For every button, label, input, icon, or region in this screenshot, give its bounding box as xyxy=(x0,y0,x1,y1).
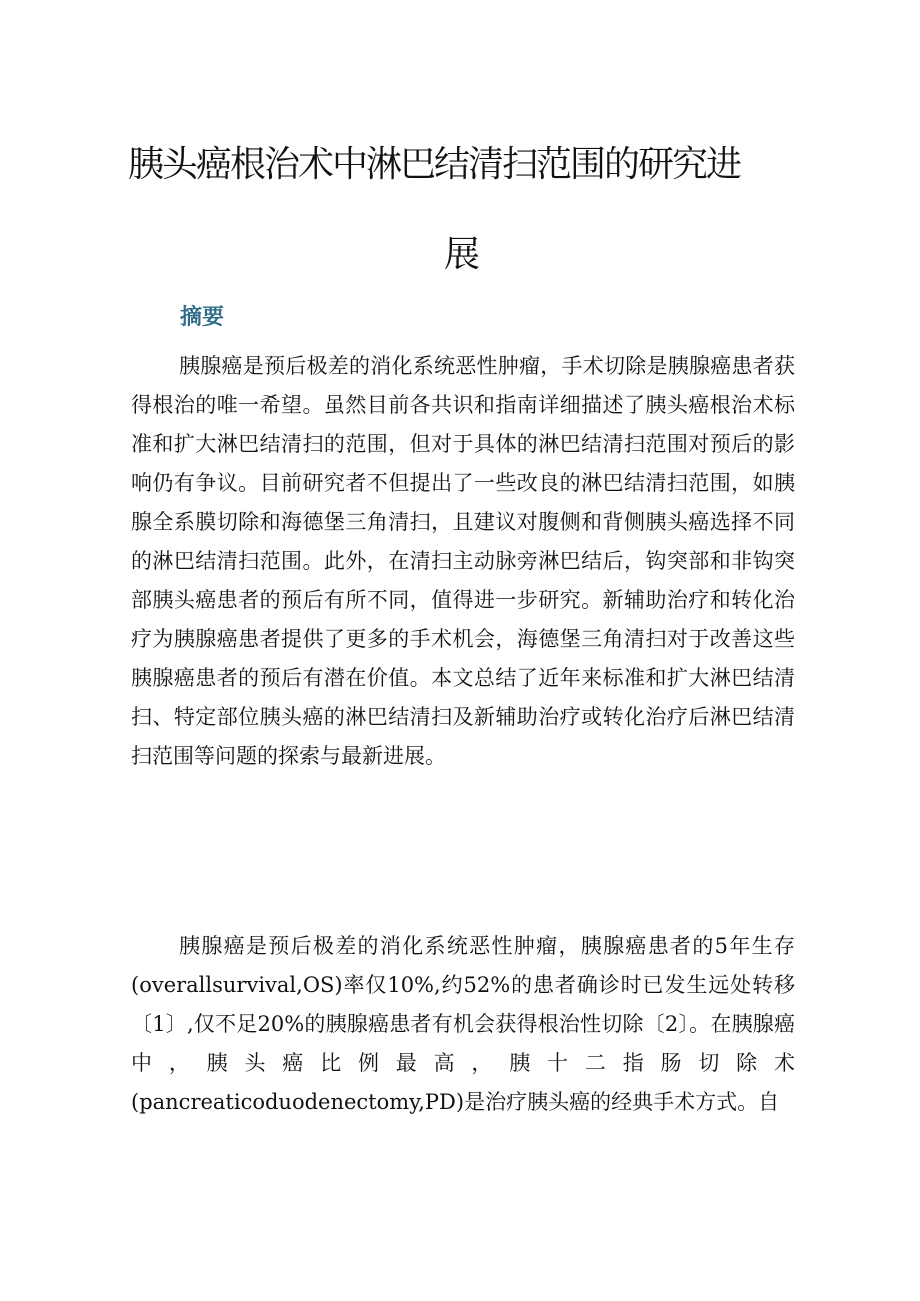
intro-paragraph: 胰腺癌是预后极差的消化系统恶性肿瘤，胰腺癌患者的5年生存(overallsurvival,OS)率仅10%,约52%的患者确诊时已发生远处转移〔1〕,仅不足20%的胰腺癌患者有机会获得根治性切除〔2〕。在胰腺癌中，胰头癌比例最高，胰十二指肠切除术(pancreaticoduodenectomy,PD)是治疗胰头癌的经典手术方式。自 xyxy=(131,934,795,1114)
abstract-heading: 摘要 xyxy=(180,305,225,330)
document-title-line-1: 胰头癌根治术中淋巴结清扫范围的研究进 xyxy=(128,144,741,185)
abstract-paragraph: 胰腺癌是预后极差的消化系统恶性肿瘤，手术切除是胰腺癌患者获得根治的唯一希望。虽然目前各共识和指南详细描述了胰头癌根治术标准和扩大淋巴结清扫的范围，但对于具体的淋巴结清扫范围对预后的影响仍有争议。目前研究者不但提出了一些改良的淋巴结清扫范围，如胰腺全系膜切除和海德堡三角清扫，且建议对腹侧和背侧胰头癌选择不同的淋巴结清扫范围。此外，在清扫主动脉旁淋巴结后，钩突部和非钩突部胰头癌患者的预后有所不同，值得进一步研究。新辅助治疗和转化治疗为胰腺癌患者提供了更多的手术机会，海德堡三角清扫对于改善这些胰腺癌患者的预后有潜在价值。本文总结了近年来标准和扩大淋巴结清扫、特定部位胰头癌的淋巴结清扫及新辅助治疗或转化治疗后淋巴结清扫范围等问题的探索与最新进展。 xyxy=(131,354,795,768)
document-title-line-2: 展 xyxy=(444,234,479,275)
